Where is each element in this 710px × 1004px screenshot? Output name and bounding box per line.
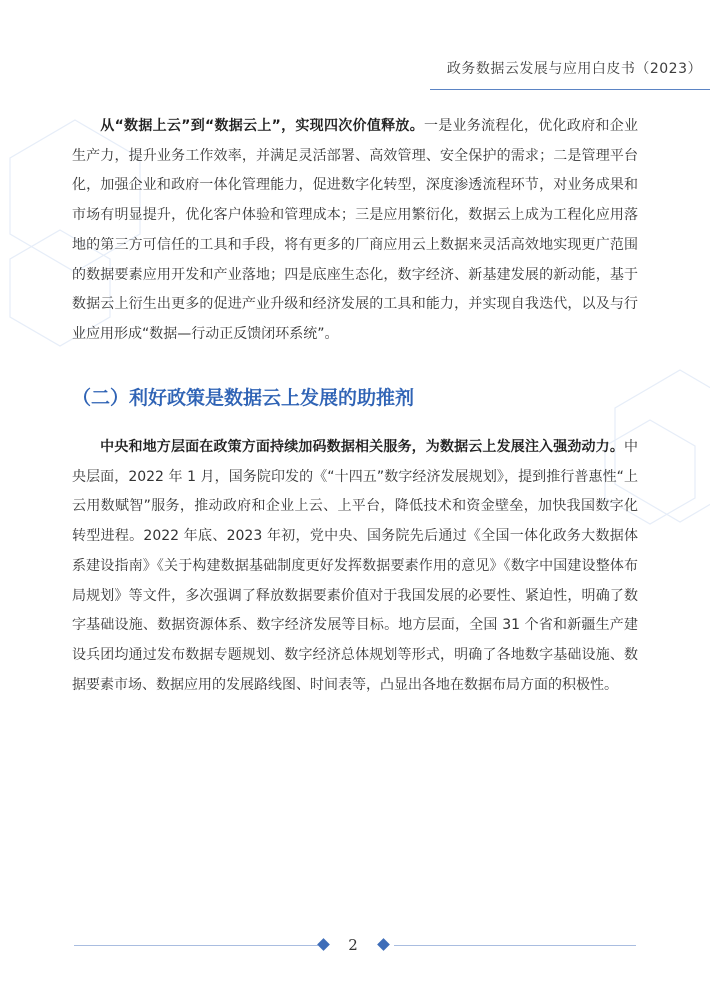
header-divider <box>430 89 710 90</box>
footer-divider-right <box>394 945 636 946</box>
diamond-icon <box>317 938 330 951</box>
paragraph-data-cloud-value <box>72 112 638 350</box>
page-number: 2 <box>348 936 358 954</box>
section-heading: （二）利好政策是数据云上发展的助推剂 <box>72 387 415 409</box>
diamond-icon <box>377 938 390 951</box>
footer-divider-left <box>74 945 318 946</box>
paragraph-lead: 从“数据上云”到“数据云上”，实现四次价值释放。 <box>100 118 424 134</box>
document-title: 政务数据云发展与应用白皮书（2023） <box>446 61 702 77</box>
paragraph-body: 一是业务流程化，优化政府和企业生产力，提升业务工作效率，并满足灵活部署、高效管理、安全保护的需求；二是管理平台化，加强企业和政府一体化管理能力，促进数字化转型，深度渗透流程环节，对业务成果和市场有明显提升，优化客户体验和管理成本；三是应用繁衍化，数据云上成为工程化应用落地的第三方可信任的工具和手段，将有更多的厂商应用云上数据来灵活高效地实现更广范围的数据要素应用开发和产业落地；四是底座生态化，数字经济、新基建发展的新动能，基于数据云上衍生出更多的促进产业升级和经济发展的工具和能力，并实现自我迭代，以及与行业应用形成“数据—行动正反馈闭环系统”。 <box>72 118 638 342</box>
paragraph-body: 中央层面，2022 年 1 月，国务院印发的《“十四五”数字经济发展规划》，提到推行普惠性“上云用数赋智”服务，推动政府和企业上云、上平台，降低技术和资金壁垒，加快我国数字化转型进程。2022 年底、2023 年初，党中央、国务院先后通过《全国一体化政务大数据体系建设指南》《关于构建数据基础制度更好发挥数据要素作用的意见》《数字中国建设整体布局规划》等文件，多次强调了释放数据要素价值对于我国发展的必要性、紧迫性，明确了数字基础设施、数据资源体系、数字经济发展等目标。地方层面，全国 31 个省和新疆生产建设兵团均通过发布数据专题规划、数字经济总体规划等形式，明确了各地数字基础设施、数据要素市场、数据应用的发展路线图、时间表等，凸显出各地在数据布局方面的积极性。 <box>72 439 638 693</box>
paragraph-policy <box>72 433 638 700</box>
paragraph-lead: 中央和地方层面在政策方面持续加码数据相关服务，为数据云上发展注入强劲动力。 <box>100 439 624 455</box>
